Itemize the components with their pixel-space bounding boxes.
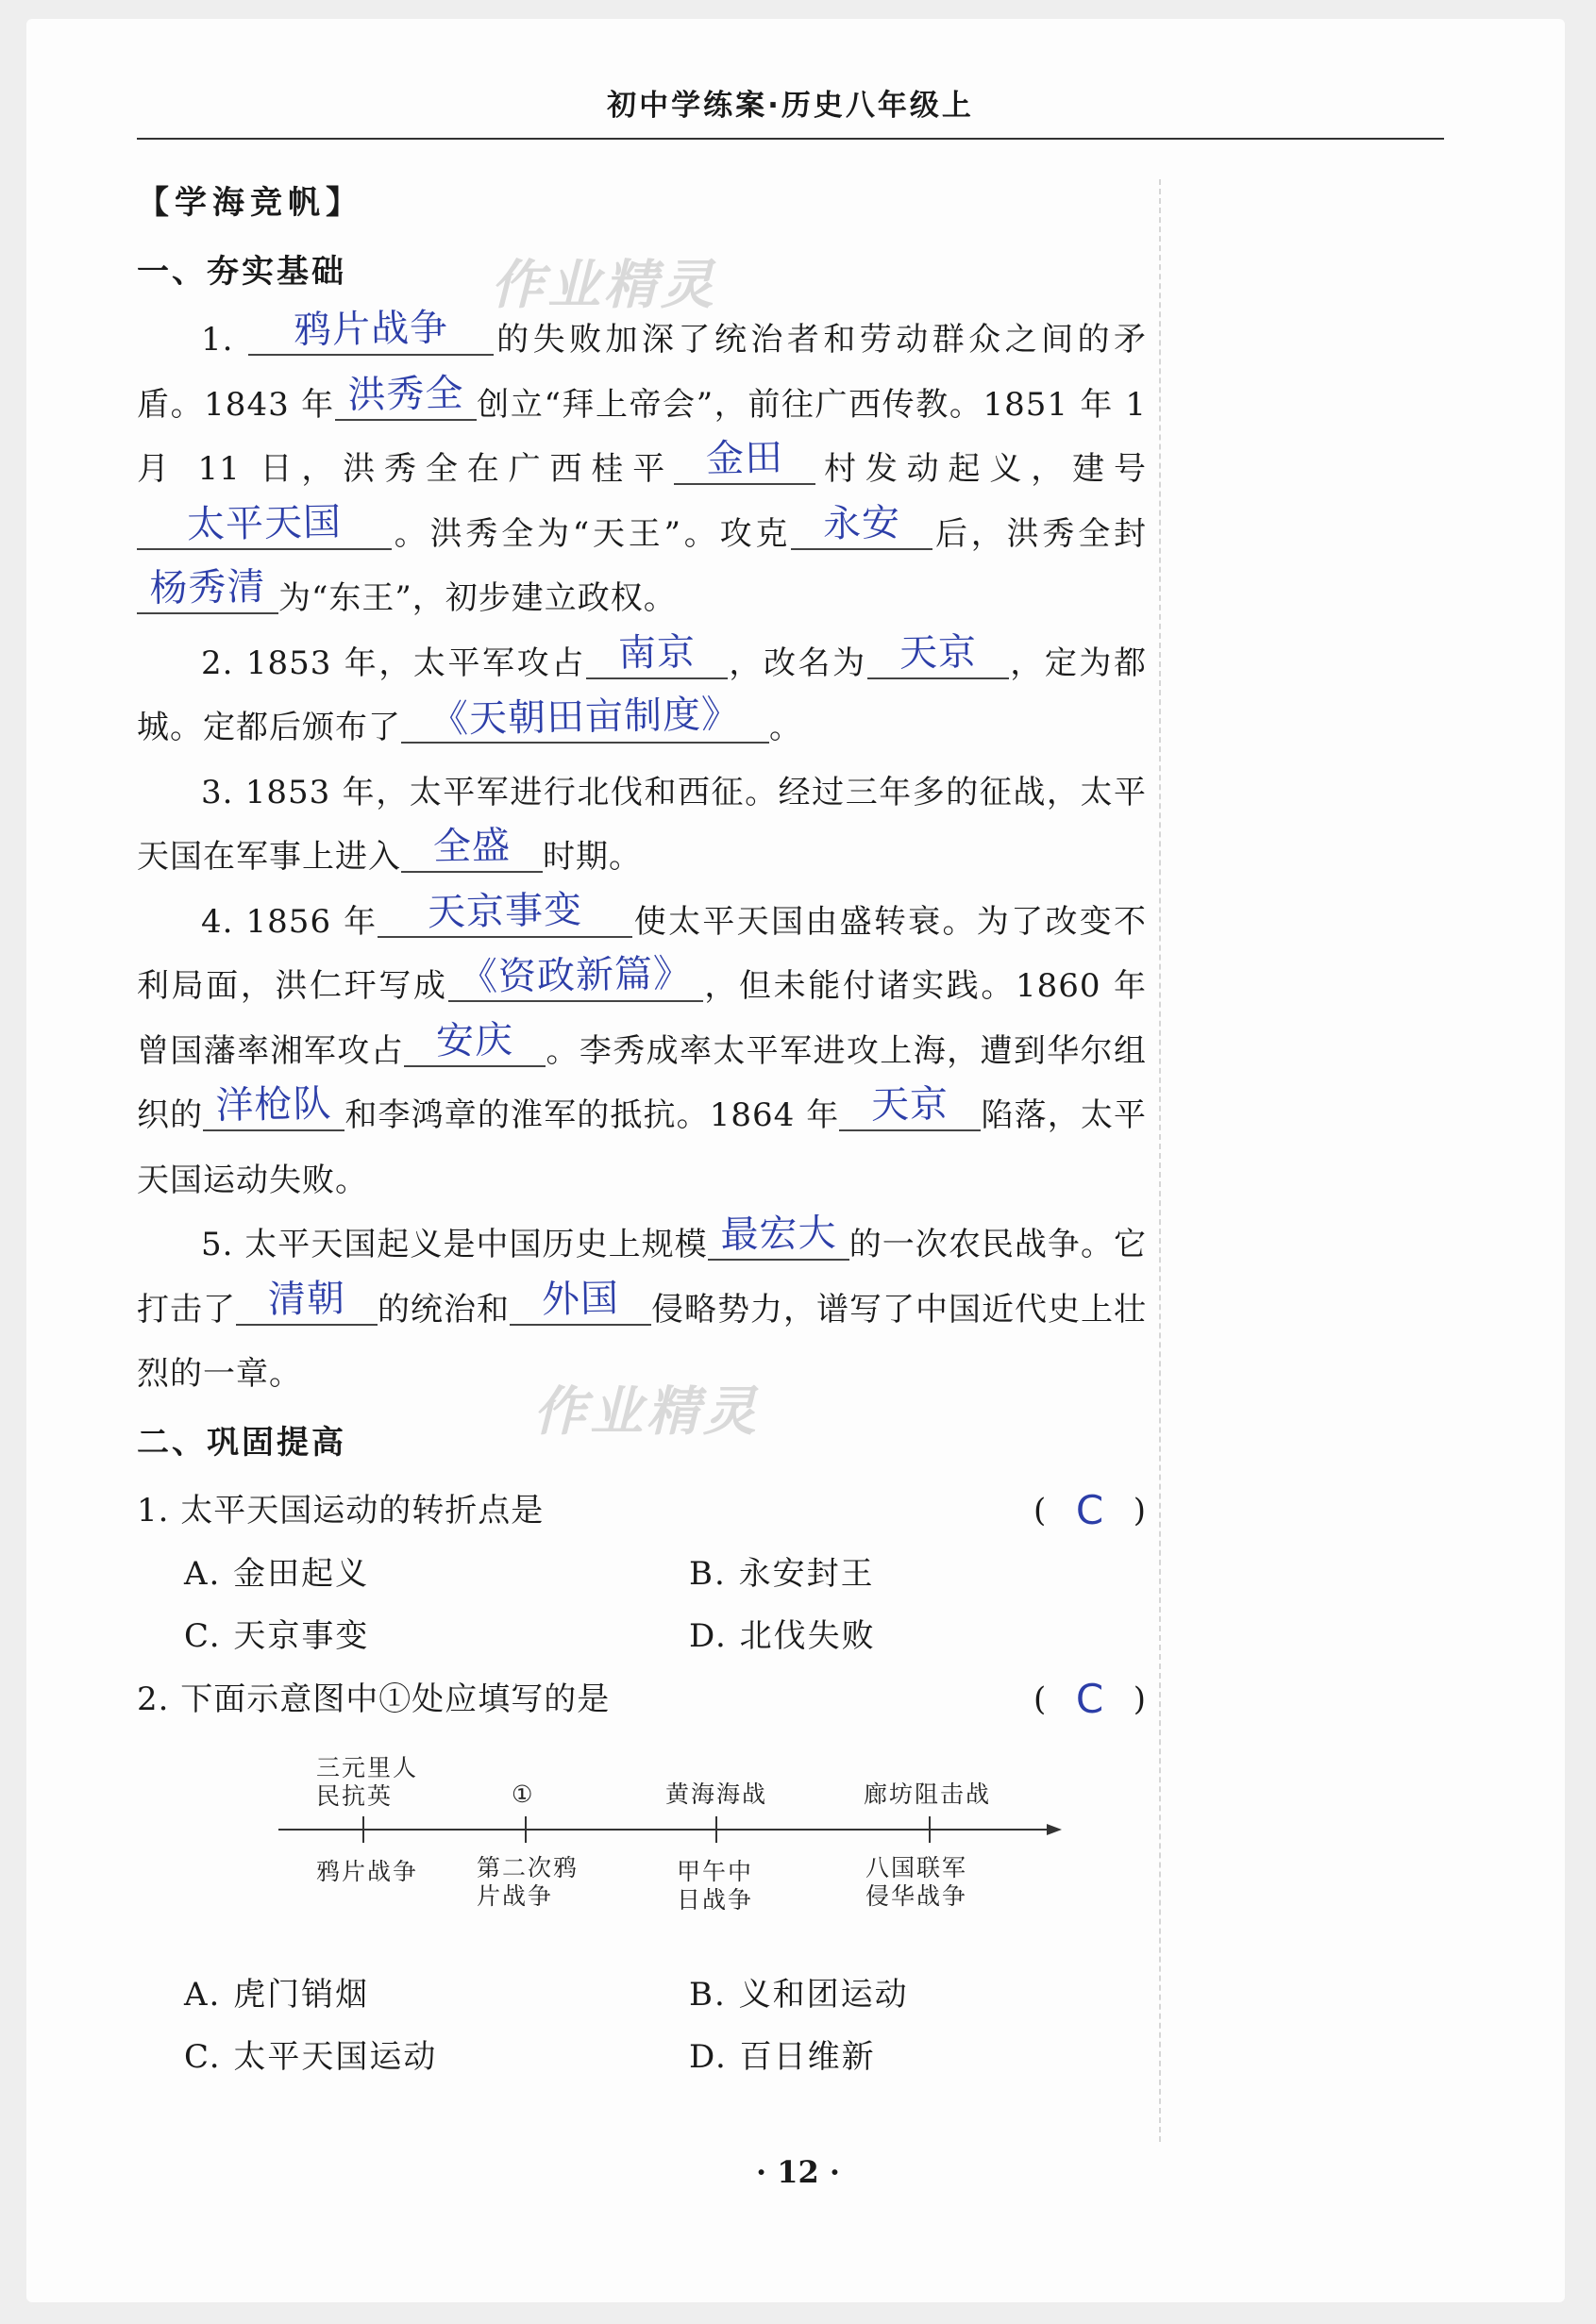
- option-a: A. 金田起义: [184, 1554, 370, 1593]
- part1-title: 一、夯实基础: [137, 253, 346, 291]
- fill-question-4: 4. 1856 年 天京事变 使太平天国由盛转衰。为了改变不利局面，洪仁玕写成 《资政新篇》 ，但未能付诸实践。1860 年曾国藩率湘军攻占 安庆 。李秀成率太平军进攻上海，遭到华尔组织的 洋枪队 和李鸿章的淮军的抵抗。1864 年 天京 陷落，太平天国运动失败。: [137, 888, 1148, 1199]
- answer-blank: 天京: [867, 636, 1009, 679]
- watermark-top: 作业精灵: [491, 255, 717, 316]
- timeline-bottom-label: 八国联军 侵华战争: [865, 1853, 968, 1910]
- choice-question-2: [137, 1667, 1147, 1731]
- worksheet-content: [137, 170, 1147, 2088]
- answer-blank: 鸦片战争: [248, 312, 494, 356]
- answer-blank: 永安: [791, 507, 932, 550]
- fill-question-1: 1. 鸦片战争 的失败加深了统治者和劳动群众之间的矛盾。1843 年 洪秀全 创立“拜上帝会”，前往广西传教。1851 年 1 月 11 日，洪秀全在广西桂平 金田 村发动起义，建号 太平天国 。洪秀全为“天王”。攻克 永安 后，洪秀全封 杨秀清 为“东王”，初步建立政权。: [137, 306, 1148, 617]
- answer-blank: 外国: [510, 1282, 651, 1326]
- answer-blank: 南京: [586, 636, 728, 679]
- header-rule: [137, 138, 1444, 140]
- page-number: · 12 ·: [755, 2154, 841, 2190]
- answer-blank: 《资政新篇》: [448, 959, 703, 1002]
- question-stem: 1. 太平天国运动的转折点是: [137, 1491, 545, 1530]
- answer-blank: 《天朝田亩制度》: [401, 700, 769, 744]
- option-d: D. 北伐失败: [689, 1616, 876, 1655]
- answer-choice: C: [1075, 1486, 1105, 1533]
- option-b: B. 永安封王: [689, 1554, 875, 1593]
- option-c: C. 天京事变: [184, 1616, 370, 1655]
- answer-choice: C: [1075, 1675, 1105, 1722]
- page-header: 初中学练案·历史八年级上: [607, 89, 974, 123]
- answer-blank: 全盛: [401, 829, 543, 873]
- answer-bracket: ( C ): [1033, 1479, 1147, 1543]
- answer-blank: 洋枪队: [203, 1088, 344, 1131]
- section-title: 【学海竞帆】: [137, 184, 363, 222]
- answer-blank: 杨秀清: [137, 571, 278, 614]
- option-d: D. 百日维新: [689, 2037, 876, 2076]
- timeline-top-label: 廊坊阻击战: [864, 1780, 992, 1808]
- margin-divider: [1159, 179, 1161, 2142]
- answer-blank: 太平天国: [137, 507, 392, 550]
- option-c: C. 太平天国运动: [184, 2037, 438, 2076]
- answer-blank: 天京: [839, 1088, 981, 1131]
- timeline-axis: [137, 1735, 1147, 1952]
- answer-blank: 洪秀全: [335, 377, 477, 421]
- timeline-top-label: 黄海海战: [665, 1780, 768, 1808]
- watermark-middle: 作业精灵: [533, 1381, 760, 1443]
- timeline-diagram: [137, 1735, 1147, 1952]
- answer-blank: 天京事变: [378, 894, 632, 938]
- timeline-top-label: ①: [512, 1780, 535, 1808]
- choice-question-1: [137, 1479, 1147, 1543]
- answer-blank: 清朝: [236, 1282, 378, 1326]
- part2-title: 二、巩固提高: [137, 1423, 346, 1462]
- timeline-bottom-label: 鸦片战争: [316, 1857, 419, 1885]
- timeline-bottom-label: 第二次鸦 片战争: [477, 1853, 580, 1910]
- answer-blank: 最宏大: [708, 1217, 849, 1261]
- fill-question-5: 5. 太平天国起义是中国历史上规模 最宏大 的一次农民战争。它打击了 清朝 的统治和 外国 侵略势力，谱写了中国近代史上壮烈的一章。: [137, 1211, 1147, 1393]
- options-question-2: [137, 1964, 1147, 2088]
- answer-blank: 安庆: [404, 1024, 546, 1067]
- answer-bracket: ( C ): [1033, 1667, 1147, 1731]
- fill-question-2: 2. 1853 年，太平军攻占 南京 ，改名为 天京 ，定为都城。定都后颁布了 《天朝田亩制度》 。: [137, 629, 1147, 746]
- timeline-top-label: 三元里人 民抗英: [316, 1753, 419, 1810]
- option-a: A. 虎门销烟: [184, 1975, 370, 2014]
- options-question-1: [137, 1543, 1147, 1667]
- answer-blank: 金田: [674, 442, 815, 485]
- fill-question-3: 3. 1853 年，太平军进行北伐和西征。经过三年多的征战，太平天国在军事上进入 全盛 时期。: [137, 773, 1147, 876]
- timeline-bottom-label: 甲午中 日战争: [677, 1857, 754, 1914]
- option-b: B. 义和团运动: [689, 1975, 909, 2014]
- question-stem: 2. 下面示意图中①处应填写的是: [137, 1680, 611, 1718]
